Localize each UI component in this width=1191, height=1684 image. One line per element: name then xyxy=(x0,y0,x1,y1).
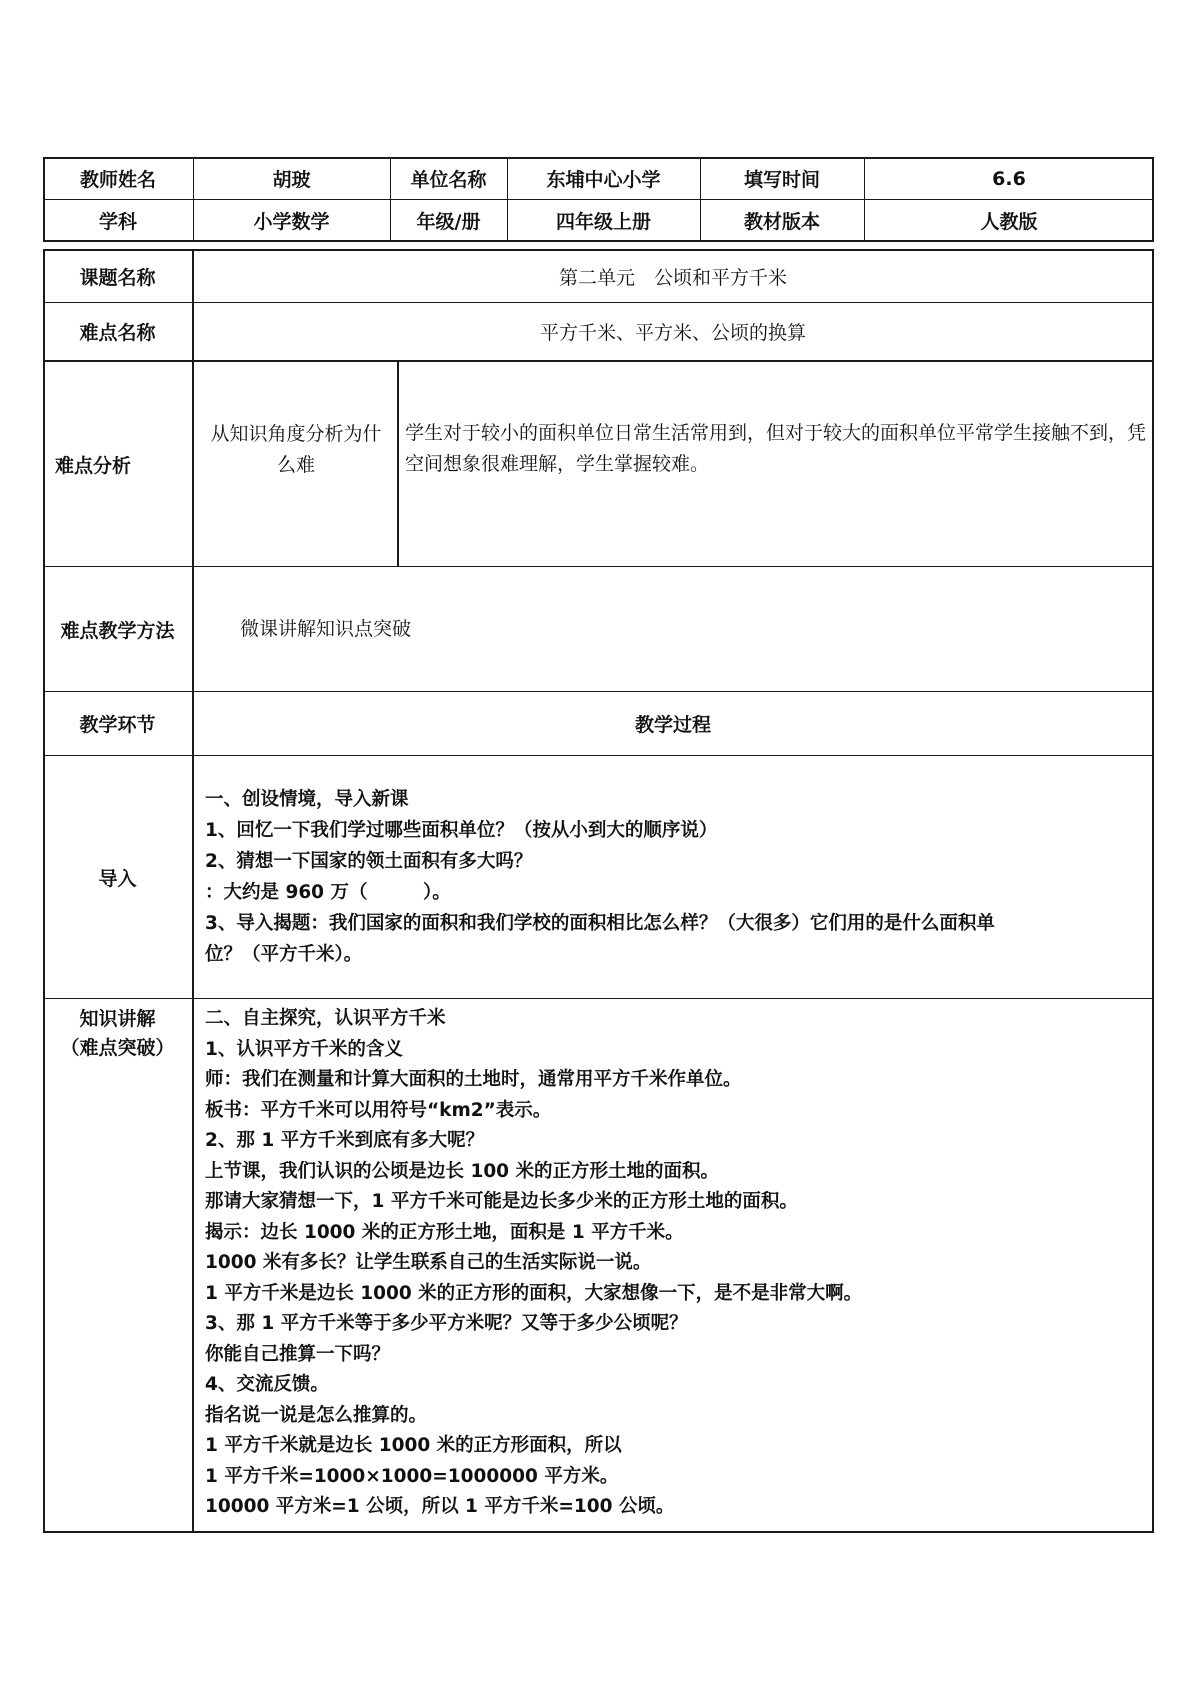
knowledge-line: 10000 平方米=1 公顷，所以 1 平方千米=100 公顷。 xyxy=(205,1496,675,1517)
analysis-text: 学生对于较小的面积单位日常生活常用到，但对于较大的面积单位平常学生接触不到，凭空间想象很难理解，学生掌握较难。 xyxy=(405,422,1147,475)
method-label: 难点教学方法 xyxy=(60,619,175,642)
stage-header: 教学环节 xyxy=(79,714,156,736)
knowledge-line: 揭示：边长 1000 米的正方形土地，面积是 1 平方千米。 xyxy=(205,1221,684,1243)
unit-name-label: 单位名称 xyxy=(410,169,487,191)
grade-label: 年级/册 xyxy=(416,211,481,233)
knowledge-line: 1 平方千米就是边长 1000 米的正方形面积，所以 xyxy=(205,1435,622,1456)
knowledge-line: 那请大家猜想一下，1 平方千米可能是边长多少米的正方形土地的面积。 xyxy=(205,1191,798,1212)
fill-date-label: 填写时间 xyxy=(743,169,820,191)
knowledge-line: 3、那 1 平方千米等于多少平方米呢？又等于多少公顷呢？ xyxy=(205,1313,688,1334)
knowledge-label xyxy=(43,1005,192,1063)
analysis-sublabel: 从知识角度分析为什么难 xyxy=(210,423,382,476)
knowledge-line: 板书：平方千米可以用符号“km2”表示。 xyxy=(205,1099,552,1121)
intro-line: 一、创设情境，导入新课 xyxy=(205,789,409,810)
difficulty-value: 平方千米、平方米、公顷的换算 xyxy=(539,322,806,344)
intro-line: 3、导入揭题：我们国家的面积和我们学校的面积相比怎么样？（大很多）它们用的是什么面积单 xyxy=(205,913,995,934)
knowledge-line: 你能自己推算一下吗？ xyxy=(205,1343,391,1365)
main-col-divider xyxy=(192,249,194,1533)
intro-line: 位？（平方千米）。 xyxy=(205,944,363,965)
subject-label: 学科 xyxy=(98,211,137,233)
row-divider xyxy=(43,755,1154,756)
analysis-col-divider xyxy=(397,360,399,566)
intro-line: 2、猜想一下国家的领土面积有多大吗？ xyxy=(205,851,533,872)
unit-name-value: 东埔中心小学 xyxy=(546,169,661,191)
edition-label: 教材版本 xyxy=(743,211,820,233)
topic-label: 课题名称 xyxy=(79,266,156,289)
knowledge-line: 1000 米有多长？让学生联系自己的生活实际说一说。 xyxy=(205,1252,652,1273)
teacher-name-label: 教师姓名 xyxy=(79,169,156,191)
fill-date-value: 6.6 xyxy=(992,167,1026,190)
knowledge-content xyxy=(205,1004,1150,1523)
knowledge-line: 1、认识平方千米的含义 xyxy=(205,1038,403,1060)
edition-value: 人教版 xyxy=(980,211,1038,233)
knowledge-label-line: 知识讲解 xyxy=(79,1008,156,1030)
knowledge-line: 1 平方千米是边长 1000 米的正方形的面积，大家想像一下，是不是非常大啊。 xyxy=(205,1282,863,1304)
grade-value: 四年级上册 xyxy=(555,211,651,233)
knowledge-line: 指名说一说是怎么推算的。 xyxy=(205,1404,428,1426)
row-divider xyxy=(43,998,1154,999)
intro-line: ：大约是 960 万（ ）。 xyxy=(205,882,451,903)
method-value: 微课讲解知识点突破 xyxy=(240,618,412,640)
knowledge-line: 4、交流反馈。 xyxy=(205,1374,329,1395)
knowledge-line: 1 平方千米=1000×1000=1000000 平方米。 xyxy=(205,1465,619,1487)
knowledge-line: 2、那 1 平方千米到底有多大呢？ xyxy=(205,1130,485,1151)
row-divider xyxy=(43,566,1154,567)
teacher-name-value: 胡玻 xyxy=(272,169,311,191)
analysis-label: 难点分析 xyxy=(55,454,132,477)
difficulty-label: 难点名称 xyxy=(79,322,156,344)
process-header: 教学过程 xyxy=(634,714,711,736)
knowledge-line: 二、自主探究，认识平方千米 xyxy=(205,1008,446,1029)
knowledge-label-line: （难点突破） xyxy=(60,1037,175,1059)
intro-line: 1、回忆一下我们学过哪些面积单位？（按从小到大的顺序说） xyxy=(205,820,718,841)
knowledge-line: 师：我们在测量和计算大面积的土地时，通常用平方千米作单位。 xyxy=(205,1069,742,1090)
topic-value: 第二单元 公顷和平方千米 xyxy=(558,266,787,289)
intro-content xyxy=(205,784,1150,970)
intro-label: 导入 xyxy=(98,867,137,890)
subject-value: 小学数学 xyxy=(253,211,330,233)
knowledge-line: 上节课，我们认识的公顷是边长 100 米的正方形土地的面积。 xyxy=(205,1160,720,1182)
